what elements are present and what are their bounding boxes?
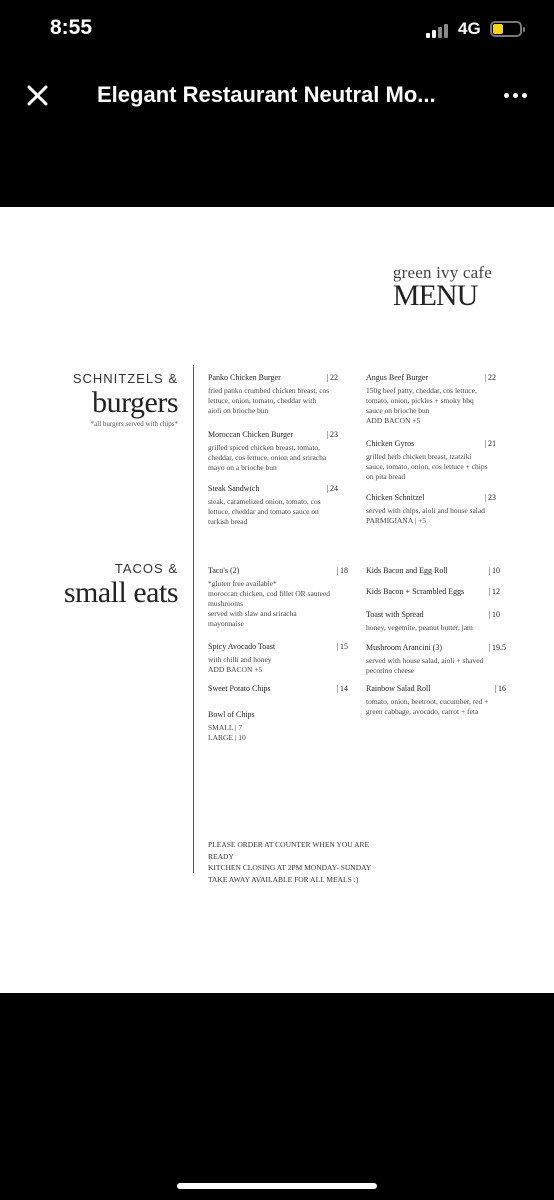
menu-item-name: Chicken Schnitzel xyxy=(366,493,425,502)
divider-line xyxy=(193,365,194,873)
menu-item xyxy=(208,373,338,416)
menu-item xyxy=(208,642,348,675)
menu-item xyxy=(208,484,338,527)
menu-item xyxy=(366,373,496,426)
viewer-header xyxy=(0,60,554,207)
menu-item-price: | 22 xyxy=(326,373,338,382)
menu-item-price: | 15 xyxy=(336,642,348,651)
description-line: served with chips, aioli and house salad xyxy=(366,506,485,515)
description-line: sauce on brioche bun xyxy=(366,406,430,415)
menu-page xyxy=(0,207,554,993)
description-line: moroccan chicken, cod fillet OR sauteed xyxy=(208,589,331,598)
menu-item-description xyxy=(366,506,496,526)
description-line: tomato, onion, pickles + smoky bbq xyxy=(366,396,474,405)
menu-item-description xyxy=(366,656,506,676)
menu-item-name: Moroccan Chicken Burger xyxy=(208,430,294,439)
menu-item xyxy=(208,566,348,629)
menu-item-price: | 22 xyxy=(484,373,496,382)
section-small-label: SCHNITZELS & xyxy=(72,371,178,386)
description-line: mushrooms xyxy=(208,599,244,608)
status-bar xyxy=(0,0,554,60)
status-time: 8:55 xyxy=(50,16,93,39)
menu-item-price: | 16 xyxy=(494,684,506,693)
document-title: Elegant Restaurant Neutral Mo... xyxy=(97,82,436,107)
description-line: grilled spiced chicken breast, tomato, xyxy=(208,443,321,452)
menu-item-description xyxy=(208,723,348,743)
description-line: honey, vegemite, peanut butter, jam xyxy=(366,623,473,632)
menu-item-description xyxy=(208,443,338,473)
description-line: tomato, onion, beetroot, cucumber, red + xyxy=(366,697,489,706)
menu-item-name: Taco's (2) xyxy=(208,566,240,575)
home-indicator[interactable] xyxy=(177,1183,377,1189)
description-line: ADD BACON +5 xyxy=(208,665,263,674)
description-line: aioli on brioche bun xyxy=(208,406,269,415)
menu-item xyxy=(208,684,348,694)
menu-item-price: | 21 xyxy=(484,439,496,448)
cafe-name: green ivy cafe xyxy=(392,263,492,282)
section-big-label: small eats xyxy=(63,576,178,609)
description-line: served with slaw and sriracha xyxy=(208,609,297,618)
menu-item xyxy=(366,587,500,597)
menu-item-description xyxy=(208,386,338,416)
signal-icon xyxy=(426,22,452,38)
description-line: mayonnaise xyxy=(208,619,244,628)
menu-item-name: Spicy Avocado Toast xyxy=(208,642,276,651)
description-line: sauce, tomato, onion, cos lettuce + chips xyxy=(366,462,488,471)
menu-title: MENU xyxy=(392,279,478,312)
menu-item-name: Kids Bacon and Egg Roll xyxy=(366,566,448,575)
menu-item-name: Toast with Spread xyxy=(366,610,424,619)
menu-item-name: Steak Sandwich xyxy=(208,484,260,493)
menu-item-name: Kids Bacon + Scrambled Eggs xyxy=(366,587,465,596)
menu-item-name: Chicken Gyros xyxy=(366,439,415,448)
description-line: lettuce, onion, tomato, cheddar with xyxy=(208,396,317,405)
menu-item-price: | 24 xyxy=(326,484,338,493)
description-line: fried panko crumbed chicken breast, cos xyxy=(208,386,330,395)
menu-item-name: Panko Chicken Burger xyxy=(208,373,281,382)
section-burgers-heading xyxy=(73,371,178,428)
description-line: pecorino cheese xyxy=(366,666,415,675)
description-line: *gluten free available* xyxy=(208,579,277,588)
menu-item xyxy=(208,710,348,743)
section-small-label: TACOS & xyxy=(114,561,178,576)
menu-item-name: Mushroom Arancini (3) xyxy=(366,643,442,652)
description-line: SMALL | 7 xyxy=(208,723,243,732)
section-note: *all burgers served with chips* xyxy=(90,420,178,428)
brand-block xyxy=(393,263,492,313)
menu-item-description xyxy=(366,623,500,633)
description-line: ADD BACON +5 xyxy=(366,416,421,425)
description-line: steak, caramelized onion, tomato, cos xyxy=(208,497,321,506)
description-line: served with house salad, aioli + shaved xyxy=(366,656,484,665)
menu-item xyxy=(366,610,500,633)
menu-item xyxy=(366,493,496,526)
menu-item-description xyxy=(366,452,496,482)
section-tacos-heading xyxy=(64,561,178,608)
description-line: cheddar, cos lettuce, onion and sriracha xyxy=(208,453,327,462)
description-line: LARGE | 10 xyxy=(208,733,246,742)
description-line: turkish bread xyxy=(208,517,248,526)
close-icon[interactable] xyxy=(22,80,54,112)
description-line: on pita bread xyxy=(366,472,406,481)
menu-item-name: Sweet Potato Chips xyxy=(208,684,271,693)
description-line: 150g beef patty, cheddar, cos lettuce, xyxy=(366,386,477,395)
menu-item-price: | 10 xyxy=(488,610,500,619)
menu-item-description xyxy=(208,655,348,675)
more-icon[interactable] xyxy=(504,90,528,100)
menu-item-description xyxy=(366,386,496,426)
menu-item-description xyxy=(208,497,338,527)
description-line: mayo on a brioche bun xyxy=(208,463,277,472)
section-big-label: burgers xyxy=(92,386,178,419)
menu-item xyxy=(366,439,496,482)
menu-item xyxy=(366,684,506,717)
menu-item-price: | 18 xyxy=(336,566,348,575)
footer-line: PLEASE ORDER AT COUNTER WHEN YOU ARE xyxy=(208,840,370,849)
menu-item xyxy=(366,566,500,576)
menu-item-description xyxy=(208,579,348,629)
footer-line: KITCHEN CLOSING AT 2PM MONDAY- SUNDAY xyxy=(208,863,372,872)
menu-item-name: Angus Beef Burger xyxy=(366,373,429,382)
footer-line: READY xyxy=(208,851,234,861)
description-line: PARMIGIANA | +5 xyxy=(366,516,427,525)
menu-item-price: | 19.5 xyxy=(488,643,506,652)
menu-item-price: | 10 xyxy=(488,566,500,575)
menu-item-price: | 23 xyxy=(326,430,338,439)
description-line: green cabbage, avocado, carrot + feta xyxy=(366,707,479,716)
menu-item xyxy=(208,430,338,473)
menu-item-description xyxy=(366,697,506,717)
menu-item xyxy=(366,643,506,676)
footer-line: TAKE AWAY AVAILABLE FOR ALL MEALS :) xyxy=(208,874,359,884)
description-line: with chilli and honey xyxy=(208,655,272,664)
menu-item-name: Bowl of Chips xyxy=(208,710,255,719)
network-label: 4G xyxy=(458,19,481,38)
menu-item-price: | 12 xyxy=(488,587,500,596)
battery-icon xyxy=(490,21,522,37)
menu-footer xyxy=(208,839,408,885)
menu-item-price: | 23 xyxy=(484,493,496,502)
menu-item-name: Rainbow Salad Roll xyxy=(366,684,431,693)
menu-item-price: | 14 xyxy=(336,684,348,693)
description-line: grilled herb chicken breast, tzatziki xyxy=(366,452,472,461)
description-line: lettuce, cheddar and tomato sauce on xyxy=(208,507,319,516)
